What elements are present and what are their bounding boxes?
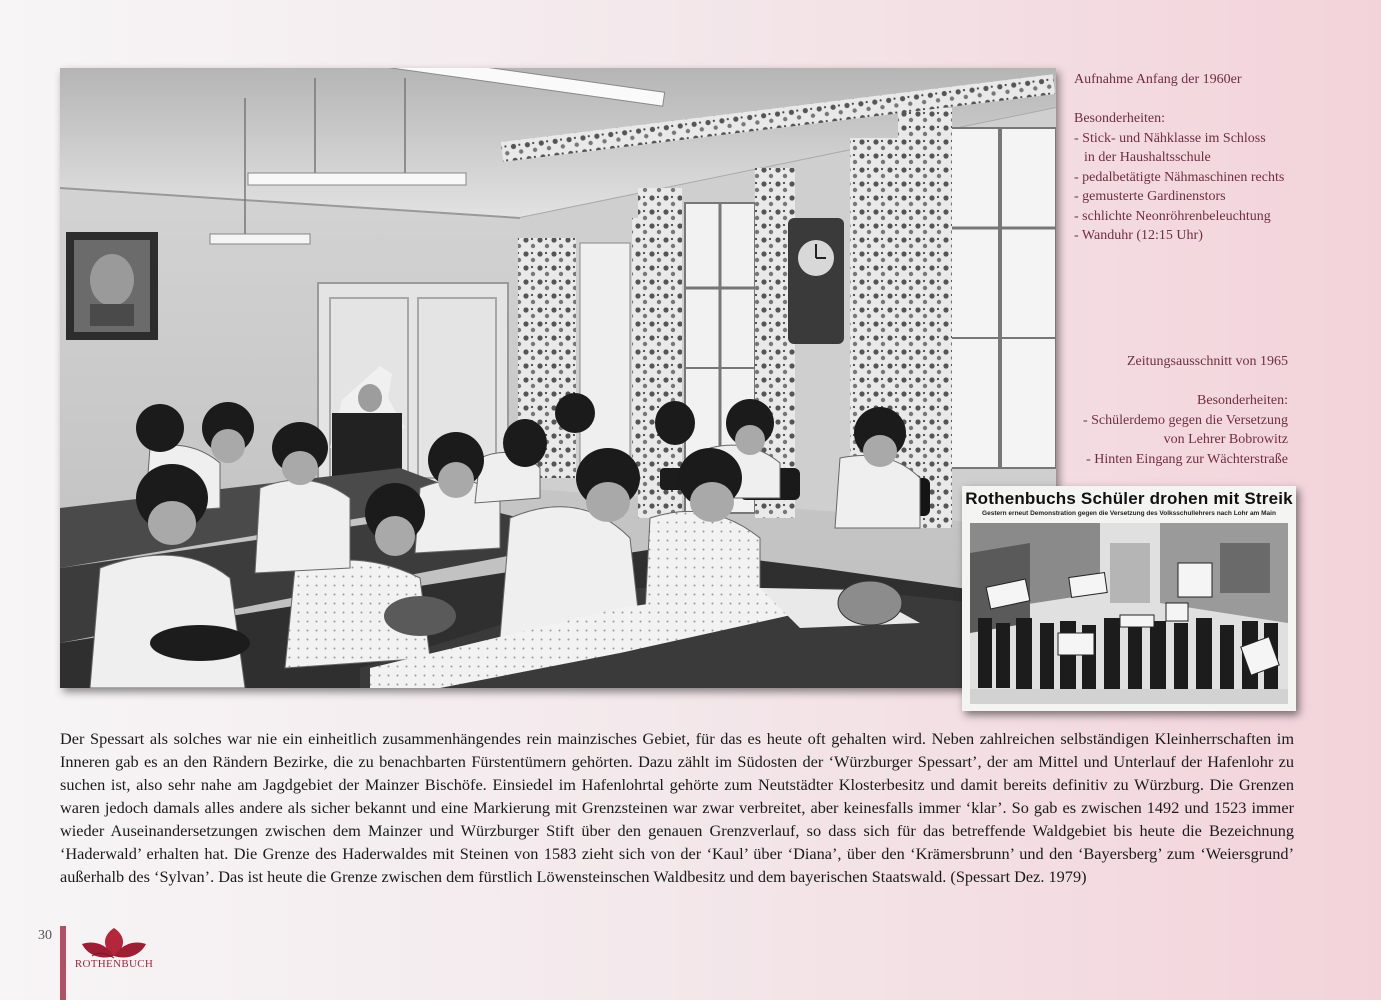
classroom-photo-drawing [60,68,1056,688]
photo-caption-1960s [1074,70,1334,246]
caption-item: - Stick- und Nähklasse im Schloss [1074,130,1266,146]
caption-item: - gemusterte Gardinenstors [1074,189,1226,204]
caption-item: - pedalbetätigte Nähmaschinen rechts [1074,169,1285,185]
wall-clock [788,218,844,344]
caption-heading: Besonderheiten: [1074,111,1165,126]
caption-title: Aufnahme Anfang der 1960er [1074,72,1242,87]
clipping-caption-1965 [1060,352,1288,469]
caption-item: - Wanduhr (12:15 Uhr) [1074,228,1203,243]
caption-item: - schlichte Neonröhrenbeleuchtung [1074,208,1271,224]
caption-item: - Schülerdemo gegen die Versetzung [1082,412,1288,428]
body-paragraph: Der Spessart als solches war nie ein einheitlich zusammenhängendes rein mainzisches Gebiet, für das es heute oft gehalten wird. Neben zahlreichen selbständigen Kleinherrschaften im Inneren gab es an den Rändern Bezirke, die zu benachbarten Fürstentümern gehörten. Dazu zählt im Südosten der ‘Würzburger Spessart’, der am Mittel und Unterlauf der Hafenlohr zu suchen ist, also sehr nahe am Jagdgebiet der Mainzer Bischöfe. Einsiedel im Hafenlohrtal gehörte zum Neutstädter Klosterbesitz und damit bereits definitiv zu Würzburg. Die Grenzen waren jedoch damals alles andere als sicher bekannt und eine Markierung mit Grenzsteinen war zwar verbreitet, aber keinesfalls immer ‘klar’. So gab es zwischen 1492 und 1523 immer wieder Auseinandersetzungen zwischen dem Mainzer und Würzburger Stift über den genauen Grenzverlauf, so dass sich für das betreffende Waldgebiet bis heute die Bezeichnung ‘Haderwald’ erhalten hat. Die Grenze des Haderwaldes mit Steinen von 1583 zieht sich von der ‘Kaul’ über ‘Diana’, über den ‘Krämersbrunn’ und den ‘Bayersberg’ zum ‘Weiersgrund’ außerhalb des ‘Sylvan’. Das ist heute die Grenze zwischen dem fürstlich Löwensteinschen Waldbesitz und dem bayerischen Staatswald. (Spessart Dez. 1979) [60,729,1294,886]
newspaper-clipping [962,486,1296,711]
page-number: 30 [38,928,52,943]
clipping-subheadline: Gestern erneut Demonstration gegen die Versetzung des Volksschullehrers nach Lohr am Main [982,510,1276,517]
framed-painting [66,232,158,340]
rothenbuch-logo [72,926,156,976]
caption-heading: Besonderheiten: [1197,393,1288,408]
caption-item: - Hinten Eingang zur Wächterstraße [1086,451,1288,467]
caption-item: von Lehrer Bobrowitz [1163,432,1288,447]
classroom-photo [60,68,1056,688]
clipping-headline: Rothenbuchs Schüler drohen mit Streik [965,489,1293,508]
footer-rule [60,926,66,1000]
logo-text: ROTHENBUCH [74,958,154,970]
caption-title: Zeitungsausschnitt von 1965 [1127,354,1288,369]
caption-item: in der Haushaltsschule [1084,150,1211,165]
demonstration-photo [970,523,1288,704]
leaf-icon [72,926,156,960]
